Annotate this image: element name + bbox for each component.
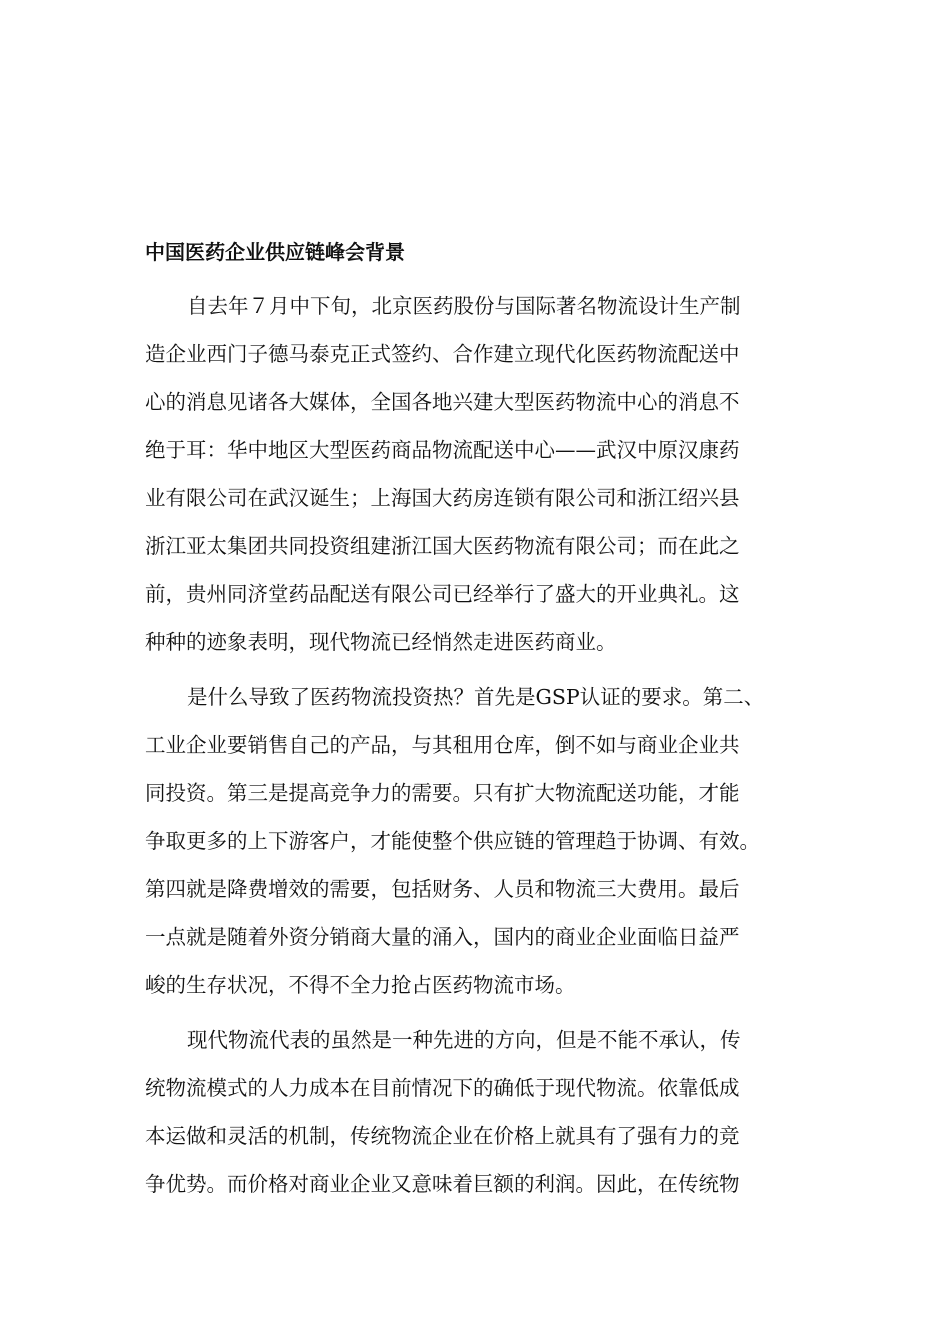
paragraph-1: [145, 282, 815, 666]
paragraph-line: 本运做和灵活的机制，传统物流企业在价格上就具有了强有力的竞: [145, 1124, 740, 1148]
paragraph-line: 争取更多的上下游客户，才能使整个供应链的管理趋于协调、有效。: [145, 829, 760, 853]
paragraph-3: [145, 1016, 815, 1208]
paragraph-line: 种种的迹象表明，现代物流已经悄然走进医药商业。: [145, 630, 617, 654]
document-body: [145, 236, 815, 1215]
paragraph-line: 现代物流代表的虽然是一种先进的方向，但是不能不承认，传: [187, 1028, 741, 1052]
document-title: 中国医药企业供应链峰会背景: [145, 240, 405, 264]
paragraph-line: 争优势。而价格对商业企业又意味着巨额的利润。因此，在传统物: [145, 1172, 740, 1196]
paragraph-line: 浙江亚太集团共同投资组建浙江国大医药物流有限公司；而在此之: [145, 534, 740, 558]
paragraph-line: 自去年７月中下旬，北京医药股份与国际著名物流设计生产制: [187, 294, 741, 318]
paragraph-line: 同投资。第三是提高竞争力的需要。只有扩大物流配送功能，才能: [145, 781, 740, 805]
paragraph-line: 第四就是降费增效的需要，包括财务、人员和物流三大费用。最后: [145, 877, 740, 901]
paragraph-line: 统物流模式的人力成本在目前情况下的确低于现代物流。依靠低成: [145, 1076, 740, 1100]
paragraph-line: 工业企业要销售自己的产品，与其租用仓库，倒不如与商业企业共: [145, 733, 740, 757]
paragraph-line: 前，贵州同济堂药品配送有限公司已经举行了盛大的开业典礼。这: [145, 582, 740, 606]
paragraph-line: 造企业西门子德马泰克正式签约、合作建立现代化医药物流配送中: [145, 342, 740, 366]
paragraph-line: 业有限公司在武汉诞生；上海国大药房连锁有限公司和浙江绍兴县: [145, 486, 740, 510]
paragraph-line: 是什么导致了医药物流投资热？首先是GSP认证的要求。第二、: [187, 685, 765, 709]
paragraph-line: 一点就是随着外资分销商大量的涌入，国内的商业企业面临日益严: [145, 925, 740, 949]
paragraph-line: 心的消息见诸各大媒体，全国各地兴建大型医药物流中心的消息不: [145, 390, 740, 414]
paragraph-line: 绝于耳：华中地区大型医药商品物流配送中心——武汉中原汉康药: [145, 438, 740, 462]
paragraph-2: [145, 673, 815, 1009]
paragraph-line: 峻的生存状况，不得不全力抢占医药物流市场。: [145, 973, 576, 997]
